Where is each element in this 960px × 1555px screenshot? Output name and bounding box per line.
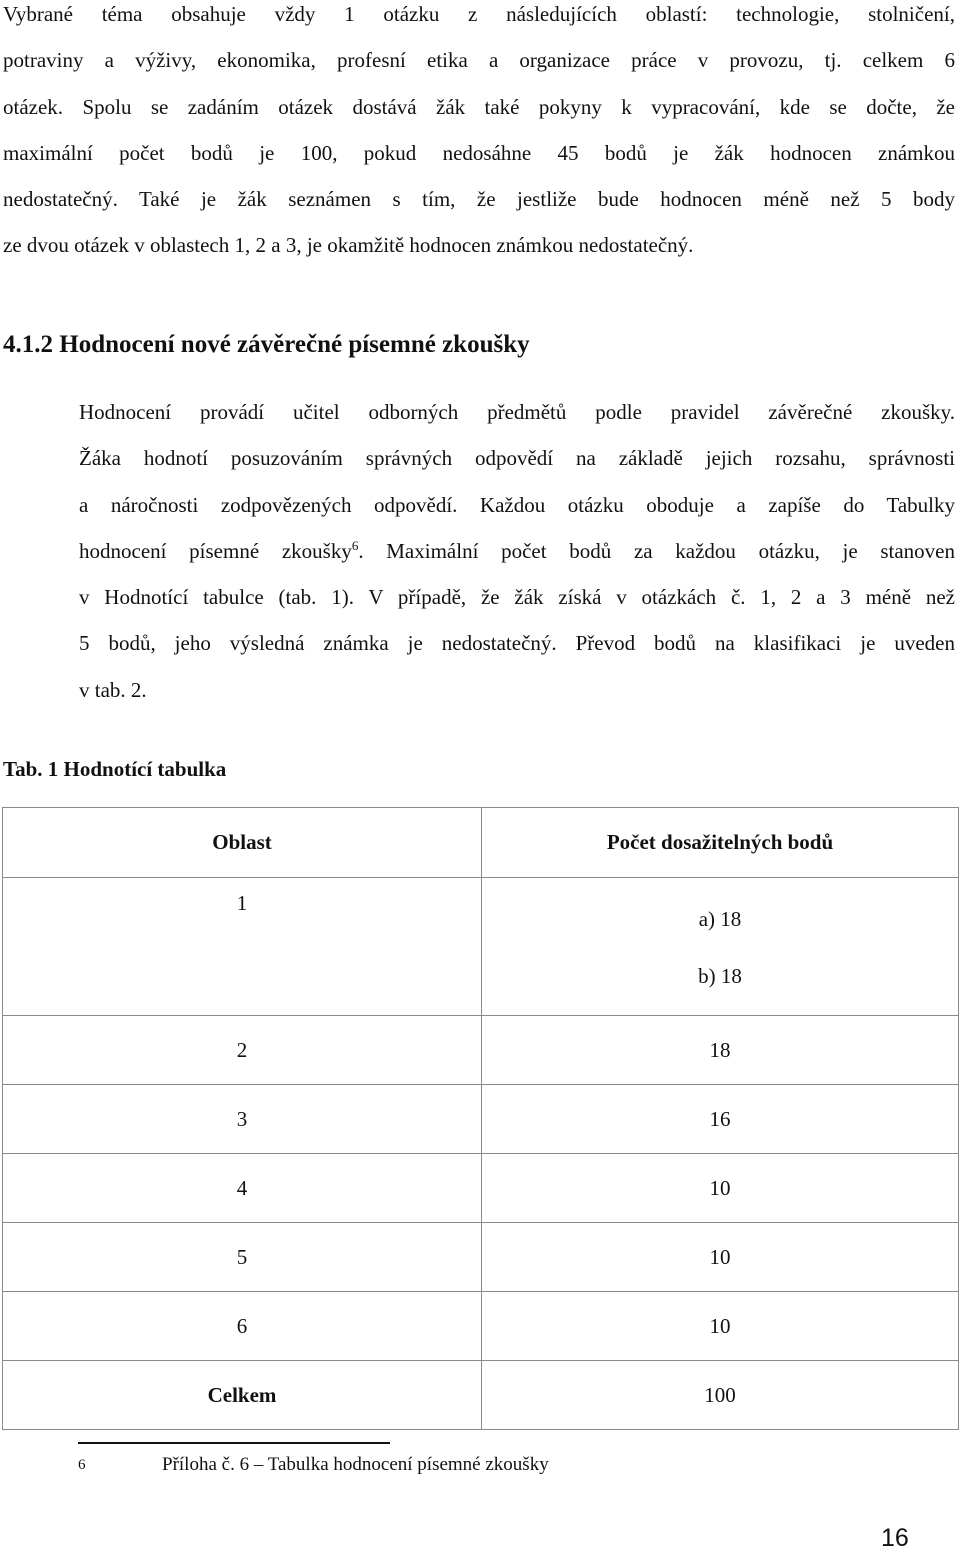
- text-line: v Hodnotící tabulce (tab. 1). V případě, že žák získá v otázkách č. 1, 2 a 3 méně než: [79, 585, 955, 610]
- text-fragment: hodnocení písemné zkoušky: [79, 538, 352, 563]
- area-cell: 3: [3, 1085, 482, 1154]
- area-cell: 1: [3, 878, 482, 1016]
- footnote-reference[interactable]: 6: [351, 537, 359, 553]
- points-cell: 16: [482, 1085, 959, 1154]
- scoring-table: [2, 807, 959, 1430]
- table-row: [3, 1085, 959, 1154]
- text-line: maximální počet bodů je 100, pokud nedosáhne 45 bodů je žák hodnocen známkou: [3, 140, 955, 165]
- points-value: a) 18: [698, 907, 742, 931]
- total-points-cell: 100: [482, 1361, 959, 1430]
- text-line: [3, 528, 955, 574]
- text-line: nedostatečný. Také je žák seznámen s tím, že jestliže bude hodnocen méně než 5 body: [3, 187, 955, 212]
- text-fragment: . Maximální počet bodů za každou otázku, je stanoven: [358, 538, 955, 563]
- evaluation-paragraph: [3, 389, 955, 713]
- column-header-points: Počet dosažitelných bodů: [482, 808, 959, 878]
- area-cell: 4: [3, 1154, 482, 1223]
- page-number: 16: [881, 1524, 909, 1552]
- table-row: [3, 1154, 959, 1223]
- table-row: [3, 1223, 959, 1292]
- area-cell: 5: [3, 1223, 482, 1292]
- text-line: Hodnocení provádí učitel odborných předmětů podle pravidel závěrečné zkoušky.: [79, 400, 955, 424]
- table-row: [3, 1292, 959, 1361]
- points-cell: 18: [482, 1016, 959, 1085]
- intro-paragraph: [3, 0, 955, 269]
- table-total-row: [3, 1361, 959, 1430]
- points-cell: 10: [482, 1223, 959, 1292]
- text-line: a náročnosti zodpovězených odpovědí. Každou otázku oboduje a zapíše do Tabulky: [79, 492, 955, 517]
- text-line: ze dvou otázek v oblastech 1, 2 a 3, je okamžitě hodnocen známkou nedostatečný.: [3, 233, 694, 258]
- points-cell: 10: [482, 1292, 959, 1361]
- area-cell: 6: [3, 1292, 482, 1361]
- text-line: v tab. 2.: [79, 677, 147, 702]
- text-line: Vybrané téma obsahuje vždy 1 otázku z následujících oblastí: technologie, stolničení,: [3, 2, 955, 26]
- points-value: b) 18: [698, 964, 742, 988]
- column-header-area: Oblast: [3, 808, 482, 878]
- text-line: potraviny a výživy, ekonomika, profesní etika a organizace práce v provozu, tj. celkem 6: [3, 48, 955, 73]
- total-label-cell: Celkem: [3, 1361, 482, 1430]
- table-header-row: [3, 808, 959, 878]
- footnote-text: Příloha č. 6 – Tabulka hodnocení písemné zkoušky: [162, 1454, 549, 1475]
- table-row: [3, 878, 959, 1016]
- table-caption: Tab. 1 Hodnotící tabulka: [3, 757, 227, 781]
- points-cell: 10: [482, 1154, 959, 1223]
- footnote-separator: [78, 1442, 390, 1444]
- text-line: otázek. Spolu se zadáním otázek dostává žák také pokyny k vypracování, kde se dočte, že: [3, 94, 955, 119]
- text-line: Žáka hodnotí posuzováním správných odpovědí na základě jejich rozsahu, správnosti: [79, 446, 955, 471]
- text-line: 5 bodů, jeho výsledná známka je nedostatečný. Převod bodů na klasifikaci je uveden: [79, 631, 955, 656]
- footnote: [78, 1452, 549, 1478]
- points-cell: [482, 878, 959, 1016]
- table-row: [3, 1016, 959, 1085]
- area-cell: 2: [3, 1016, 482, 1085]
- section-heading: 4.1.2 Hodnocení nové závěrečné písemné zkoušky: [3, 331, 530, 358]
- footnote-number: 6: [78, 1457, 86, 1473]
